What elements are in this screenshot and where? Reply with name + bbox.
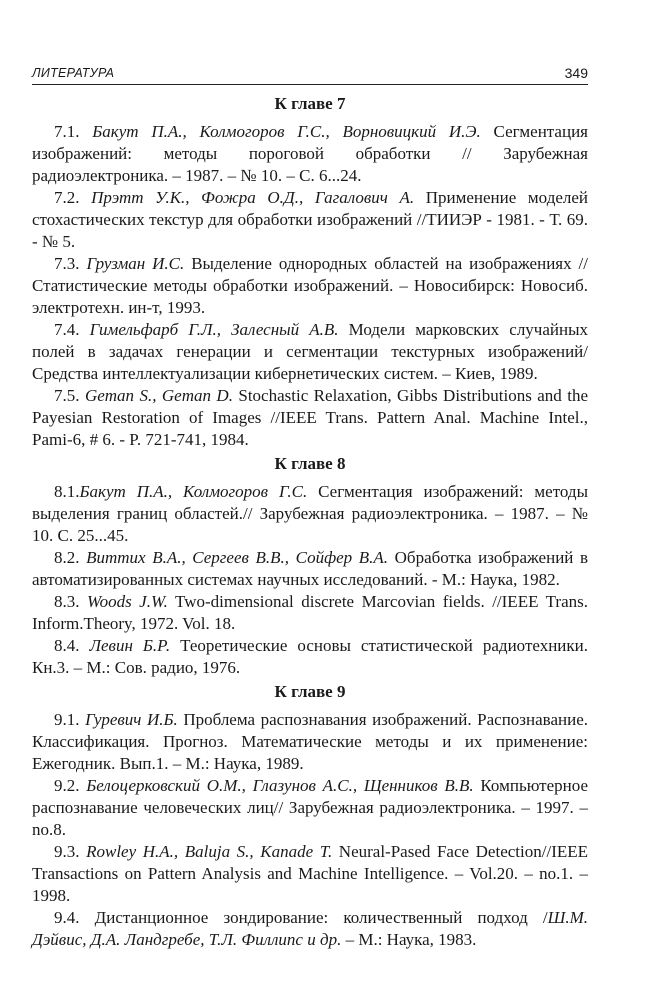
bibliography: [32, 91, 588, 951]
reference-authors: Бакут П.А., Колмогоров Г.С., Ворновицкий И.Э.: [92, 122, 481, 141]
reference-text: Проблема распознавания изображений. Распознавание. Классификация. Прогноз. Математические методы и их применение: Ежегодник. Вып.1. – М.: Наука, 1989.: [32, 710, 588, 773]
reference-authors: Бакут П.А., Колмогоров Г.С.: [79, 482, 308, 501]
reference-number: 9.3.: [54, 842, 87, 861]
reference-number: 8.2.: [54, 548, 87, 567]
reference-text: Выделение однородных областей на изображениях // Статистические методы обработки изображений. – Новосибирск: Новосиб. электротехн. ин-т, 1993.: [32, 254, 588, 317]
reference-authors: Левин Б.Р.: [89, 636, 171, 655]
reference-authors: Гуревич И.Б.: [85, 710, 178, 729]
reference-authors: Rowley H.A., Baluja S., Kanade T.: [86, 842, 333, 861]
reference-7-3: [32, 253, 588, 319]
reference-number: 7.1.: [54, 122, 93, 141]
reference-8-3: [32, 591, 588, 635]
reference-authors: Ш.М. Дэйвис, Д.А. Ландгребе, Т.Л. Филлипс и др.: [32, 908, 588, 949]
reference-text: Сегментация изображений: методы пороговой обработки // Зарубежная радиоэлектроника. – 1987. – № 10. – С. 6...24.: [32, 122, 588, 185]
reference-7-4: [32, 319, 588, 385]
reference-authors: Виттих В.А., Сергеев В.В., Сойфер В.А.: [86, 548, 389, 567]
section-heading-chapter-8: К главе 8: [274, 454, 346, 473]
reference-9-4: [32, 907, 588, 951]
reference-number: 7.3.: [54, 254, 87, 273]
reference-number: 9.1.: [54, 710, 86, 729]
reference-text: Two-dimensional discrete Marcovian fields. //IEEE Trans. Inform.Theory, 1972. Vol. 18.: [32, 592, 588, 633]
reference-authors: Грузман И.С.: [86, 254, 185, 273]
reference-text: Neural-Pased Face Detection//IEEE Transactions on Pattern Analysis and Machine Intelligence. – Vol.20. – no.1. – 1998.: [32, 842, 589, 905]
running-header: [32, 66, 588, 85]
section-heading-chapter-7: К главе 7: [274, 94, 346, 113]
reference-number: 7.4.: [54, 320, 90, 339]
reference-text: Обработка изображений в автоматизированных системах научных исследований. - М.: Наука, 1982.: [32, 548, 589, 589]
reference-9-1: [32, 709, 588, 775]
reference-9-3: [32, 841, 588, 907]
reference-7-1: [32, 121, 588, 187]
reference-number: 8.1.: [54, 482, 80, 501]
section-heading-chapter-9: К главе 9: [274, 682, 346, 701]
page-number: 349: [564, 65, 588, 81]
reference-7-5: [32, 385, 588, 451]
reference-text: Сегментация изображений: методы выделения границ областей.// Зарубежная радиоэлектроника. – 1987. – № 10. С. 25...45.: [32, 482, 588, 545]
reference-number: 8.3.: [54, 592, 87, 611]
reference-number: 9.2.: [54, 776, 87, 795]
reference-authors: Гимельфарб Г.Л., Залесный А.В.: [89, 320, 339, 339]
reference-8-1: [32, 481, 588, 547]
reference-text: Компьютерное распознавание человеческих лиц// Зарубежная радиоэлектроника. – 1997. – no.8.: [32, 776, 589, 839]
running-header-title: ЛИТЕРАТУРА: [32, 66, 115, 80]
reference-8-2: [32, 547, 588, 591]
reference-number: 7.5.: [54, 386, 85, 405]
reference-text-tail: – М.: Наука, 1983.: [341, 930, 477, 949]
reference-authors: Woods J.W.: [86, 592, 168, 611]
reference-text: Теоретические основы статистической радиотехники. Кн.3. – М.: Сов. радио, 1976.: [32, 636, 588, 677]
reference-text: Применение моделей стохастических текстур для обработки изображений //ТИИЭР - 1981. - Т. 69. - № 5.: [32, 188, 589, 251]
reference-7-2: [32, 187, 588, 253]
reference-number: 8.4.: [54, 636, 90, 655]
reference-text: Дистанционное зондирование: количественный подход /: [94, 908, 548, 927]
reference-authors: Белоцерковский О.М., Глазунов А.С., Щенников В.В.: [86, 776, 474, 795]
reference-number: 9.4.: [54, 908, 95, 927]
reference-8-4: [32, 635, 588, 679]
reference-authors: Прэтт У.К., Фожра О.Д., Гагалович А.: [91, 188, 415, 207]
reference-9-2: [32, 775, 588, 841]
reference-authors: Geman S., Geman D.: [84, 386, 233, 405]
reference-text: Stochastic Relaxation, Gibbs Distributions and the Payesian Restoration of Images //IEEE Trans. Pattern Anal. Machine Intel., Pami-6, # 6. - P. 721-741, 1984.: [32, 386, 588, 449]
reference-number: 7.2.: [54, 188, 92, 207]
reference-text: Модели марковских случайных полей в задачах генерации и сегментации текстурных изображений/ Средства интеллектуализации кибернетических систем. – Киев, 1989.: [32, 320, 589, 383]
